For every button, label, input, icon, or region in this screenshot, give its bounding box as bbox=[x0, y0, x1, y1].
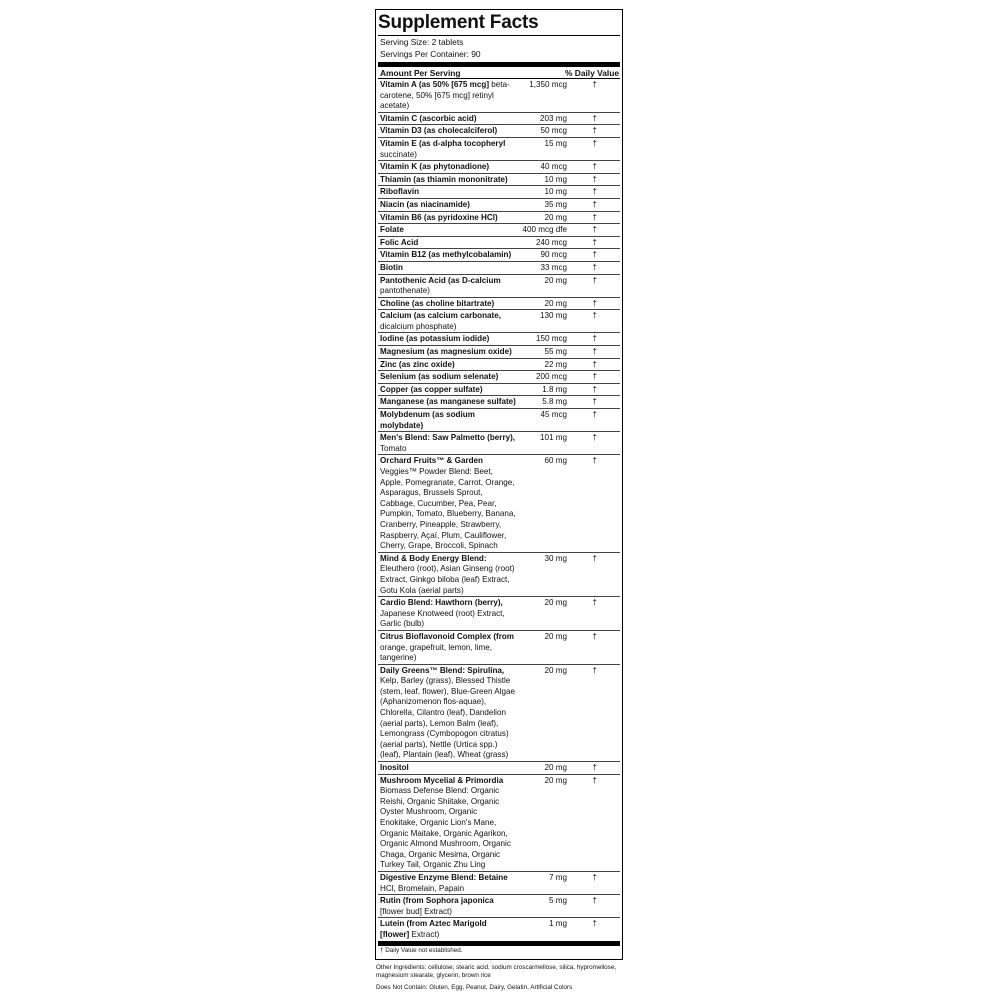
nutrient-dv: † bbox=[592, 80, 597, 89]
nutrient-name-bold: Vitamin K (as phytonadione) bbox=[380, 162, 490, 172]
table-row bbox=[378, 173, 620, 186]
nutrient-amount: 1 mg bbox=[549, 919, 567, 929]
panel-title: Supplement Facts bbox=[378, 12, 539, 33]
nutrient-name-detail: Kelp, Barley (grass), Blessed Thistle (stem, leaf, flower), Blue-Green Algae (Aphanizomenon flos-aquae), Chlorella, Cilantro (leaf), Dandelion (aerial parts), Lemon Balm (leaf), Lemongrass (Cymbopogon citratus) (aerial parts), Nettle (Urtica spp.) (leaf), Plantain (leaf), Wheat (grass) bbox=[380, 676, 515, 760]
nutrient-amount: 20 mg bbox=[544, 298, 567, 308]
nutrient-name-bold: Daily Greens™ Blend: Spirulina, bbox=[380, 665, 505, 675]
nutrient-amount: 1,350 mcg bbox=[529, 80, 567, 89]
nutrient-name-bold: Manganese (as manganese sulfate) bbox=[380, 397, 516, 407]
nutrient-amount: 10 mg bbox=[544, 187, 567, 197]
nutrient-dv: † bbox=[592, 763, 597, 773]
nutrient-amount: 90 mcg bbox=[540, 250, 567, 260]
nutrient-name-bold: Choline (as choline bitartrate) bbox=[380, 298, 495, 308]
nutrient-amount: 5.8 mg bbox=[542, 397, 567, 407]
serving-size: Serving Size: 2 tablets bbox=[380, 37, 464, 47]
nutrient-name-bold: Rutin (from Sophora japonica bbox=[380, 896, 494, 906]
table-row bbox=[378, 894, 620, 917]
table-row bbox=[378, 917, 620, 940]
table-row bbox=[378, 664, 620, 761]
nutrient-amount: 22 mg bbox=[544, 359, 567, 369]
nutrient-name-detail: Veggies™ Powder Blend: Beet, Apple, Pomegranate, Carrot, Orange, Asparagus, Brussels Sprout, Cabbage, Cucumber, Pea, Pear, Pumpkin, Tomato, Blueberry, Banana, Cranberry, Pineapple, Strawberry, Raspberry, Açaí, Plum, Cauliflower, Cherry, Grape, Broccoli, Spinach bbox=[380, 467, 516, 551]
nutrient-amount: 400 mcg dfe bbox=[522, 225, 567, 235]
table-row bbox=[378, 408, 620, 431]
nutrient-dv: † bbox=[592, 433, 597, 443]
nutrient-name bbox=[380, 873, 516, 894]
nutrient-amount: 5 mg bbox=[549, 896, 567, 906]
table-row bbox=[378, 596, 620, 630]
nutrient-name-detail: [flower bud] Extract) bbox=[380, 906, 452, 916]
nutrient-name bbox=[380, 250, 516, 261]
nutrient-name bbox=[380, 114, 516, 125]
nutrient-dv: † bbox=[592, 298, 597, 308]
nutrient-name bbox=[380, 372, 516, 383]
nutrient-name bbox=[380, 666, 516, 761]
nutrient-name-bold: Molybdenum (as sodium molybdate) bbox=[380, 410, 475, 430]
nutrient-amount: 30 mg bbox=[544, 553, 567, 563]
nutrient-dv: † bbox=[592, 311, 597, 321]
nutrient-dv: † bbox=[592, 237, 597, 247]
table-row bbox=[378, 160, 620, 173]
nutrient-dv: † bbox=[592, 212, 597, 222]
nutrient-name-detail: succinate) bbox=[380, 149, 417, 159]
nutrient-name-detail: dicalcium phosphate) bbox=[380, 321, 457, 331]
table-row bbox=[378, 223, 620, 236]
nutrient-dv: † bbox=[592, 872, 597, 882]
nutrient-table bbox=[378, 79, 620, 941]
nutrient-amount: 20 mg bbox=[544, 598, 567, 608]
ingredient-notes bbox=[376, 964, 626, 995]
nutrient-name bbox=[380, 311, 516, 332]
nutrient-name-detail: Japanese Knotweed (root) Extract, Garlic (bulb) bbox=[380, 608, 505, 629]
nutrient-name-bold: Biotin bbox=[380, 262, 403, 272]
nutrient-name-bold: Riboflavin bbox=[380, 187, 420, 197]
nutrient-name-detail: HCl, Bromelain, Papain bbox=[380, 883, 465, 893]
nutrient-dv: † bbox=[592, 334, 597, 344]
nutrient-name-bold: Vitamin E (as d-alpha tocopheryl bbox=[380, 138, 506, 148]
table-row bbox=[378, 431, 620, 454]
nutrient-name bbox=[380, 776, 516, 871]
nutrient-dv: † bbox=[592, 138, 597, 148]
nutrient-name-bold: Vitamin C (ascorbic acid) bbox=[380, 113, 477, 123]
nutrient-name-bold: Men's Blend: Saw Palmetto (berry), bbox=[380, 433, 516, 443]
nutrient-name-detail: Biomass Defense Blend: Organic Reishi, Organic Shiitake, Organic Oyster Mushroom, Organic Enokitake, Organic Lion's Mane, Organic Maitake, Organic Agarikon, Organic Almond Mushroom, Organic Chaga, Organic Mesima, Organic Turkey Tail, Organic Zhu Ling bbox=[380, 786, 511, 870]
table-row bbox=[378, 761, 620, 774]
footnote: † Daily Value not established. bbox=[380, 946, 463, 954]
table-row bbox=[378, 112, 620, 125]
supplement-facts-panel bbox=[375, 9, 623, 960]
nutrient-name-bold: Copper (as copper sulfate) bbox=[380, 384, 483, 394]
nutrient-amount: 10 mg bbox=[544, 174, 567, 184]
nutrient-name bbox=[380, 200, 516, 211]
nutrient-dv: † bbox=[592, 919, 597, 929]
nutrient-dv: † bbox=[592, 225, 597, 235]
nutrient-name bbox=[380, 347, 516, 358]
nutrient-dv: † bbox=[592, 384, 597, 394]
nutrient-name bbox=[380, 126, 516, 137]
nutrient-dv: † bbox=[592, 347, 597, 357]
nutrient-name bbox=[380, 632, 516, 664]
nutrient-name-bold: Selenium (as sodium selenate) bbox=[380, 372, 499, 382]
nutrient-name bbox=[380, 276, 516, 297]
nutrient-dv: † bbox=[592, 162, 597, 172]
nutrient-amount: 240 mcg bbox=[535, 237, 567, 247]
nutrient-name-bold: Cardio Blend: Hawthorn (berry), bbox=[380, 598, 503, 608]
does-not-contain: Does Not Contain: Gluten, Egg, Peanut, Dairy, Gelatin, Artificial Colors bbox=[376, 983, 573, 991]
nutrient-dv: † bbox=[592, 174, 597, 184]
nutrient-name bbox=[380, 763, 516, 774]
other-ingredients: Other Ingredients: cellulose, stearic acid, sodium croscarmellose, silica, hypromellose, magnesium stearate, glycerin, brown rice bbox=[376, 964, 617, 979]
nutrient-dv: † bbox=[592, 372, 597, 382]
nutrient-dv: † bbox=[592, 456, 597, 466]
nutrient-dv: † bbox=[592, 262, 597, 272]
nutrient-name-bold: Vitamin B12 (as methylcobalamin) bbox=[380, 250, 512, 260]
nutrient-name bbox=[380, 554, 516, 596]
nutrient-name-bold: Pantothenic Acid (as D-calcium bbox=[380, 275, 501, 285]
nutrient-name bbox=[380, 263, 516, 274]
nutrient-name-bold: Mushroom Mycelial & Primordia bbox=[380, 775, 504, 785]
table-row bbox=[378, 871, 620, 894]
nutrient-name-bold: Folate bbox=[380, 225, 404, 235]
nutrient-name-bold: Thiamin (as thiamin mononitrate) bbox=[380, 174, 508, 184]
nutrient-amount: 20 mg bbox=[544, 631, 567, 641]
nutrient-amount: 40 mcg bbox=[540, 162, 567, 172]
nutrient-dv: † bbox=[592, 896, 597, 906]
nutrient-amount: 203 mg bbox=[540, 113, 567, 123]
nutrient-name-bold: Digestive Enzyme Blend: Betaine bbox=[380, 872, 508, 882]
table-row bbox=[378, 198, 620, 211]
table-row bbox=[378, 309, 620, 332]
nutrient-name bbox=[380, 80, 516, 112]
table-row bbox=[378, 774, 620, 871]
dv-header: % Daily Value bbox=[565, 68, 619, 78]
nutrient-name-detail: orange, grapefruit, lemon, lime, tangerine) bbox=[380, 642, 493, 663]
nutrient-dv: † bbox=[592, 397, 597, 407]
nutrient-name-bold: Iodine (as potassium iodide) bbox=[380, 334, 490, 344]
nutrient-name-bold: Vitamin B6 (as pyridoxine HCl) bbox=[380, 212, 498, 222]
nutrient-name-bold: Vitamin D3 (as cholecalciferol) bbox=[380, 126, 498, 136]
table-row bbox=[378, 248, 620, 261]
nutrient-name-bold: Calcium (as calcium carbonate, bbox=[380, 311, 502, 321]
nutrient-name bbox=[380, 299, 516, 310]
nutrient-name bbox=[380, 896, 516, 917]
nutrient-dv: † bbox=[592, 126, 597, 136]
nutrient-name-bold: Citrus Bioflavonoid Complex (from bbox=[380, 631, 515, 641]
nutrient-name-bold: Mind & Body Energy Blend: bbox=[380, 553, 487, 563]
table-row bbox=[378, 332, 620, 345]
nutrient-amount: 150 mcg bbox=[535, 334, 567, 344]
nutrient-dv: † bbox=[592, 113, 597, 123]
nutrient-amount: 1.8 mg bbox=[542, 384, 567, 394]
nutrient-amount: 20 mg bbox=[544, 665, 567, 675]
nutrient-name-detail: pantothenate) bbox=[380, 286, 430, 296]
nutrient-name bbox=[380, 334, 516, 345]
table-row bbox=[378, 274, 620, 297]
nutrient-name-detail: Eleuthero (root), Asian Ginseng (root) Extract, Ginkgo biloba (leaf) Extract, Gotu Kola (aerial parts) bbox=[380, 564, 515, 595]
nutrient-name bbox=[380, 598, 516, 630]
nutrient-amount: 101 mg bbox=[540, 433, 567, 443]
nutrient-amount: 55 mg bbox=[544, 347, 567, 357]
nutrient-amount: 20 mg bbox=[544, 775, 567, 785]
nutrient-dv: † bbox=[592, 553, 597, 563]
nutrient-amount: 45 mcg bbox=[540, 410, 567, 420]
nutrient-amount: 20 mg bbox=[544, 275, 567, 285]
nutrient-dv: † bbox=[592, 775, 597, 785]
nutrient-name-bold: Magnesium (as magnesium oxide) bbox=[380, 347, 512, 357]
table-row bbox=[378, 261, 620, 274]
nutrient-dv: † bbox=[592, 187, 597, 197]
nutrient-name bbox=[380, 225, 516, 236]
nutrient-name bbox=[380, 238, 516, 249]
table-row bbox=[378, 358, 620, 371]
nutrient-amount: 7 mg bbox=[549, 872, 567, 882]
nutrient-name bbox=[380, 187, 516, 198]
table-row bbox=[378, 137, 620, 160]
column-header bbox=[378, 67, 620, 78]
nutrient-name bbox=[380, 410, 516, 431]
nutrient-amount: 20 mg bbox=[544, 212, 567, 222]
table-row bbox=[378, 630, 620, 664]
table-row bbox=[378, 552, 620, 596]
nutrient-name bbox=[380, 139, 516, 160]
table-row bbox=[378, 211, 620, 224]
nutrient-name-bold: Zinc (as zinc oxide) bbox=[380, 359, 455, 369]
table-row bbox=[378, 79, 620, 112]
nutrient-amount: 33 mcg bbox=[540, 262, 567, 272]
nutrient-amount: 200 mcg bbox=[535, 372, 567, 382]
nutrient-name-detail: Tomato bbox=[380, 443, 407, 453]
nutrient-dv: † bbox=[592, 250, 597, 260]
table-row bbox=[378, 454, 620, 551]
nutrient-name bbox=[380, 456, 516, 551]
table-row bbox=[378, 383, 620, 396]
nutrient-amount: 60 mg bbox=[544, 456, 567, 466]
nutrient-amount: 20 mg bbox=[544, 763, 567, 773]
nutrient-name bbox=[380, 433, 516, 454]
nutrient-name-bold: Lutein (from Aztec Marigold [flower] bbox=[380, 919, 487, 939]
table-row bbox=[378, 236, 620, 249]
table-row bbox=[378, 345, 620, 358]
nutrient-dv: † bbox=[592, 598, 597, 608]
nutrient-amount: 130 mg bbox=[540, 311, 567, 321]
nutrient-dv: † bbox=[592, 199, 597, 209]
nutrient-amount: 50 mcg bbox=[540, 126, 567, 136]
nutrient-name bbox=[380, 360, 516, 371]
nutrient-name bbox=[380, 397, 516, 408]
nutrient-dv: † bbox=[592, 410, 597, 420]
nutrient-name bbox=[380, 919, 516, 940]
servings-per-container: Servings Per Container: 90 bbox=[380, 49, 481, 59]
nutrient-amount: 15 mg bbox=[544, 138, 567, 148]
nutrient-dv: † bbox=[592, 665, 597, 675]
table-row bbox=[378, 297, 620, 310]
nutrient-name-bold: Vitamin A (as 50% [675 mcg] bbox=[380, 80, 490, 89]
nutrient-name bbox=[380, 175, 516, 186]
table-row bbox=[378, 185, 620, 198]
nutrient-name-bold: Folic Acid bbox=[380, 237, 419, 247]
table-row bbox=[378, 395, 620, 408]
nutrient-name bbox=[380, 385, 516, 396]
nutrient-dv: † bbox=[592, 359, 597, 369]
table-row bbox=[378, 370, 620, 383]
nutrient-dv: † bbox=[592, 275, 597, 285]
nutrient-name-detail: Extract) bbox=[409, 929, 440, 939]
nutrient-amount: 35 mg bbox=[544, 199, 567, 209]
nutrient-name-bold: Orchard Fruits™ & Garden bbox=[380, 456, 483, 466]
amount-header: Amount Per Serving bbox=[380, 68, 461, 78]
nutrient-name-detail: beta-carotene, 50% [675 mcg] retinyl acetate) bbox=[380, 80, 510, 111]
nutrient-name bbox=[380, 162, 516, 173]
nutrient-name-bold: Inositol bbox=[380, 763, 409, 773]
table-row bbox=[378, 124, 620, 137]
nutrient-name-bold: Niacin (as niacinamide) bbox=[380, 199, 470, 209]
nutrient-dv: † bbox=[592, 631, 597, 641]
nutrient-name bbox=[380, 213, 516, 224]
